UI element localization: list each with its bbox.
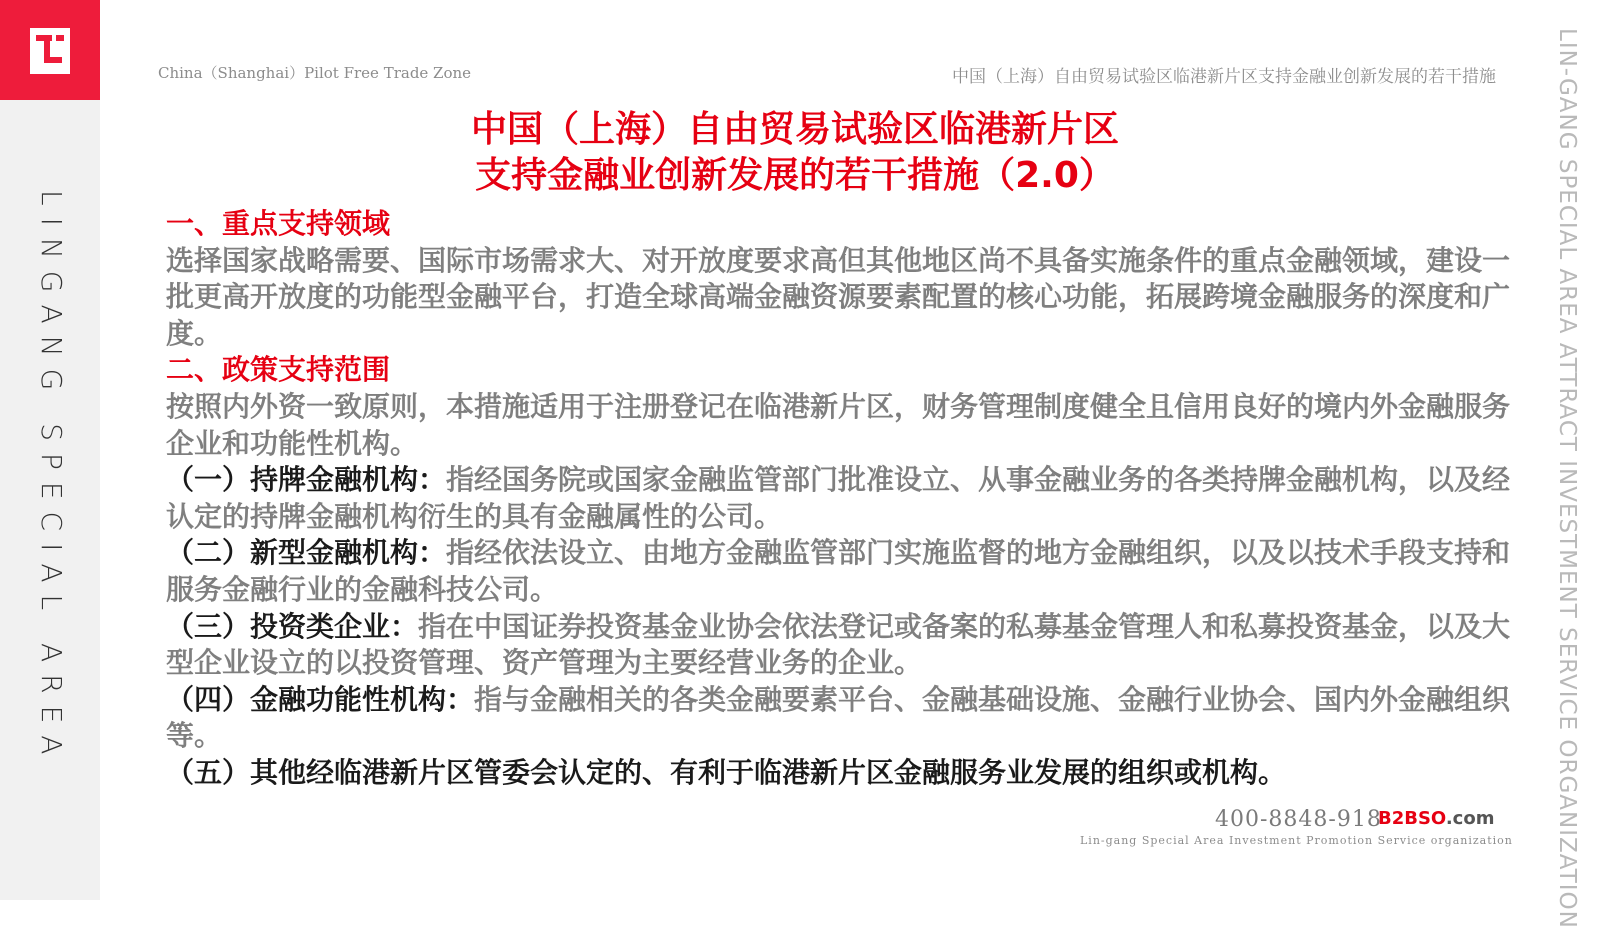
item-label: （一）持牌金融机构： <box>166 463 447 497</box>
item-label: （二）新型金融机构： <box>166 536 447 570</box>
list-item <box>166 462 1518 535</box>
item-label: （四）金融功能性机构： <box>166 682 475 716</box>
section-body-1: 选择国家战略需要、国际市场需求大、对开放度要求高但其他地区尚不具备实施条件的重点金融领域，建设一批更高开放度的功能型金融平台，打造全球高端金融资源要素配置的核心功能，拓展跨境金融服务的深度和广度。 <box>166 243 1511 350</box>
brand-logo-text <box>1378 808 1494 829</box>
main-content <box>166 206 1518 792</box>
section-heading-1: 一、重点支持领域 <box>166 207 391 240</box>
logo <box>0 0 100 100</box>
t-logo-icon <box>30 28 70 74</box>
list-item <box>166 682 1518 755</box>
header-left-text: China（Shanghai）Pilot Free Trade Zone <box>158 64 472 82</box>
brand-main: B2BSO <box>1378 808 1446 829</box>
phone-number: 400-8848-918 <box>1215 807 1382 832</box>
item-text: 指经依法设立、由地方金融监管部门实施监督的地方金融组织，以及以技术手段支持和服务金融行业的金融科技公司。 <box>166 536 1511 606</box>
list-item <box>166 609 1518 682</box>
list-item <box>166 755 1518 792</box>
section-body-2: 按照内外资一致原则，本措施适用于注册登记在临港新片区，财务管理制度健全且信用良好的境内外金融服务企业和功能性机构。 <box>166 389 1511 460</box>
sidebar-vertical-text: LINGANG SPECIAL AREA <box>35 190 68 767</box>
page-title-line2: 支持金融业创新发展的若干措施（2.0） <box>475 155 1115 196</box>
right-vertical-text: LIN-GANG SPECIAL AREA ATTRACT INVESTMENT SERVICE ORGANIZATION <box>1554 28 1580 929</box>
page-title-line1: 中国（上海）自由贸易试验区临港新片区 <box>470 109 1119 150</box>
item-text: 指经国务院或国家金融监管部门批准设立、从事金融业务的各类持牌金融机构，以及经认定的持牌金融机构衍生的具有金融属性的公司。 <box>166 463 1511 533</box>
section-heading-2: 二、政策支持范围 <box>166 353 391 387</box>
left-sidebar <box>0 0 100 900</box>
footer-tagline: Lin-gang Special Area Investment Promotion Service organization <box>1080 834 1513 847</box>
item-text: 指与金融相关的各类金融要素平台、金融基础设施、金融行业协会、国内外金融组织等。 <box>166 682 1511 753</box>
item-label: （三）投资类企业： <box>166 609 419 643</box>
list-item <box>166 535 1518 608</box>
header-right-text: 中国（上海）自由贸易试验区临港新片区支持金融业创新发展的若干措施 <box>952 67 1496 87</box>
brand-suffix: .com <box>1445 808 1495 829</box>
item-text: 指在中国证券投资基金业协会依法登记或备案的私募基金管理人和私募投资基金，以及大型企业设立的以投资管理、资产管理为主要经营业务的企业。 <box>166 609 1511 680</box>
item-label: （五）其他经临港新片区管委会认定的、有利于临港新片区金融服务业发展的组织或机构。 <box>166 755 1287 789</box>
